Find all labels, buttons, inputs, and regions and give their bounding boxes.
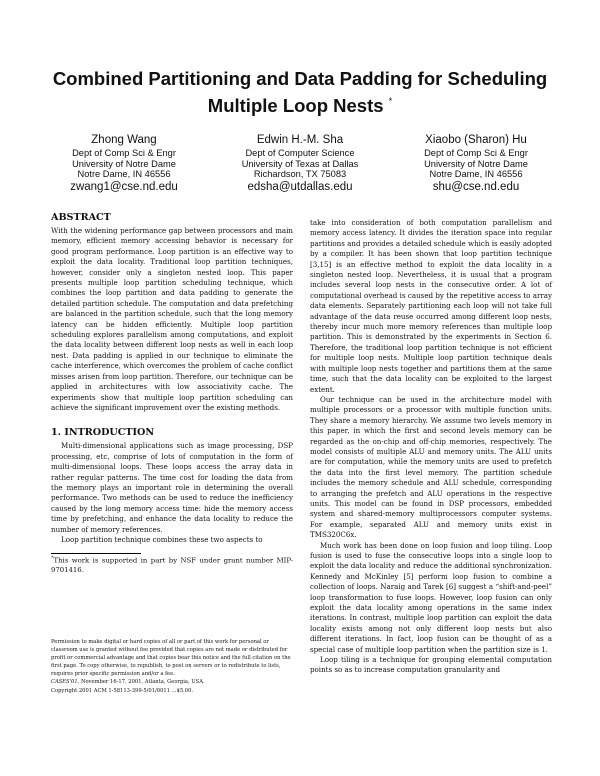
- author-univ: University of Notre Dame: [72, 158, 176, 169]
- author-name: Xiaobo (Sharon) Hu: [425, 134, 527, 146]
- author-email: edsha@utdallas.edu: [247, 180, 353, 193]
- author-dept: Dept of Computer Science: [245, 148, 355, 158]
- venue-name: CASES'01,: [51, 679, 80, 686]
- author-2: [212, 134, 388, 194]
- author-3: [388, 134, 564, 194]
- author-univ: University of Texas at Dallas: [241, 158, 359, 169]
- copyright-line: Copyright 2001 ACM 1-58113-399-5/01/0011 ...$5.00.: [51, 687, 194, 694]
- author-1: [36, 134, 212, 194]
- abstract-heading: ABSTRACT: [51, 212, 111, 223]
- paper-title: [40, 68, 560, 117]
- introduction-heading: 1. INTRODUCTION: [51, 427, 155, 439]
- author-name: Zhong Wang: [91, 134, 157, 146]
- right-column: [310, 218, 552, 676]
- right-paragraph-3: Much work has been done on loop fusion and loop tiling. Loop fusion is used to fuse the consecutive loops into a single loop to exploit the data locality and reduce the additional synchronization. Kennedy and McKinley [5] perform loop fusion to combine a collection of loops. Naraig and Tarek [6] suggest a “shift-and-peel” loop transformation to fuse loops. However, loop fusion can only exploit the data locality among operations in the same index iterations. In contrast, multiple loop partition can exploit the data locality exists among not only different loop nests but also different iterations. In fact, loop fusion can be thought of as a special case of multiple loop partition when the partition size is 1.: [310, 540, 552, 654]
- author-block: [36, 134, 564, 194]
- left-column: [51, 212, 293, 576]
- right-paragraph-1: take into consideration of both computation parallelism and memory access latency. It divides the iteration space into regular partitions and provides a detailed schedule which is easily adopted by a compiler. It has been shown that loop partition technique [3,15] is an effective method to exploit the data locality in a singleton nested loop. Nevertheless, it is usual that a program includes several loop nests in the consecutive order. A lot of computational overhead is caused by the repetitive access to array data elements. Separately partitioning each loop will not take full advantage of the data reuse occurred among different loop nests, thereby incur much more memory references than multiple loop partition. This is demonstrated by the experiments in Section 6. Therefore, the traditional loop partition technique is not efficient for multiple loop nests. Multiple loop partition technique deals with multiple loop nests together and partitions them at the same time, such that the data locality can be exploited to the largest extent.: [310, 218, 552, 394]
- author-dept: Dept of Comp Sci & Engr: [424, 148, 528, 158]
- author-addr: Notre Dame, IN 46556: [77, 169, 171, 179]
- author-dept: Dept of Comp Sci & Engr: [72, 148, 176, 158]
- footnote-text: This work is supported in part by NSF under grant number MIP-9701416.: [51, 556, 293, 575]
- venue-details: November 16-17, 2001, Atlanta, Georgia, USA.: [79, 679, 205, 686]
- footnote-mark: *: [51, 555, 54, 562]
- intro-paragraph-1: Multi-dimensional applications such as image processing, DSP processing, etc, comprise of lots of computation in the form of multi-dimensional loops. These loops access the array data in rather regular patterns. The time cost for loading the data from the memory plays an important role in determining the overall performance. Two methods can be used to reduce the inefficiency caused by the long memory access time: hide the memory access time by prefetching, and enhance the data locality to reduce the number of memory references.: [51, 441, 293, 534]
- author-addr: Richardson, TX 75083: [253, 169, 347, 179]
- venue-line: [51, 678, 291, 686]
- intro-paragraph-2: Loop partition technique combines these two aspects to: [61, 534, 263, 544]
- right-paragraph-4: Loop tiling is a technique for grouping elemental computation points so as to increase computation granularity and: [310, 655, 552, 675]
- footnote: [51, 554, 293, 575]
- title-line-1: Combined Partitioning and Data Padding for Scheduling: [52, 68, 548, 89]
- author-univ: University of Notre Dame: [424, 158, 528, 169]
- right-paragraph-2: Our technique can be used in the architecture model with multiple processors or a processor with multiple function units. They share a memory hierarchy. We assume two levels memory in this paper, in which the first and second levels memory can be regarded as the on-chip and off-chip memories, respectively. The model consists of multiple ALU and memory units. The ALU units are for computation, while the memory units are used to prefetch the data into the first level memory. The partition schedule includes the memory schedule and ALU schedule, corresponding to arranging the prefetch and ALU operations in the respective units. This model can be found in DSP processors, embedded system and shared-memory multiprocessors computer systems. For example, separated ALU and memory units exist in TMS320C6x.: [310, 394, 552, 540]
- permission-notice: [51, 638, 291, 695]
- author-email: zwang1@cse.nd.edu: [70, 180, 178, 193]
- title-footnote-mark: *: [388, 96, 393, 106]
- abstract-text: With the widening performance gap between processors and main memory, efficient memory accessing behavior is necessary for good program performance. Loop partition is an effective way to exploit the data locality. Traditional loop partition techniques, however, consider only a singleton nested loop. This paper presents multiple loop partition scheduling technique, which combines the loop partition and data padding to generate the detailed partition schedule. The computation and data prefetching are balanced in the partition schedule, such that the long memory latency can be hidden efficiently. Multiple loop partition scheduling explores parallelism among computations, and exploit the data locality between different loop nests as well in each loop nest. Data padding is applied in our technique to eliminate the cache interference, which overcomes the problem of cache conflict misses arisen from loop partition. Therefore, our technique can be applied in architectures with low associativity cache. The experiments show that multiple loop partition scheduling can achieve the significant improvement over the existing methods.: [51, 226, 293, 412]
- author-name: Edwin H.-M. Sha: [256, 134, 344, 146]
- author-email: shu@cse.nd.edu: [432, 180, 520, 193]
- permission-text: Permission to make digital or hard copies of all or part of this work for personal or classroom use is granted without fee provided that copies are not made or distributed for profit or commercial advantage and that copies bear this notice and the full citation on the first page. To copy otherwise, to republish, to post on servers or to redistribute to lists, requires prior specific permission and/or a fee.: [51, 639, 291, 678]
- title-line-2-text: Multiple Loop Nests: [207, 95, 384, 116]
- author-addr: Notre Dame, IN 46556: [429, 169, 523, 179]
- title-line-2: [40, 90, 560, 117]
